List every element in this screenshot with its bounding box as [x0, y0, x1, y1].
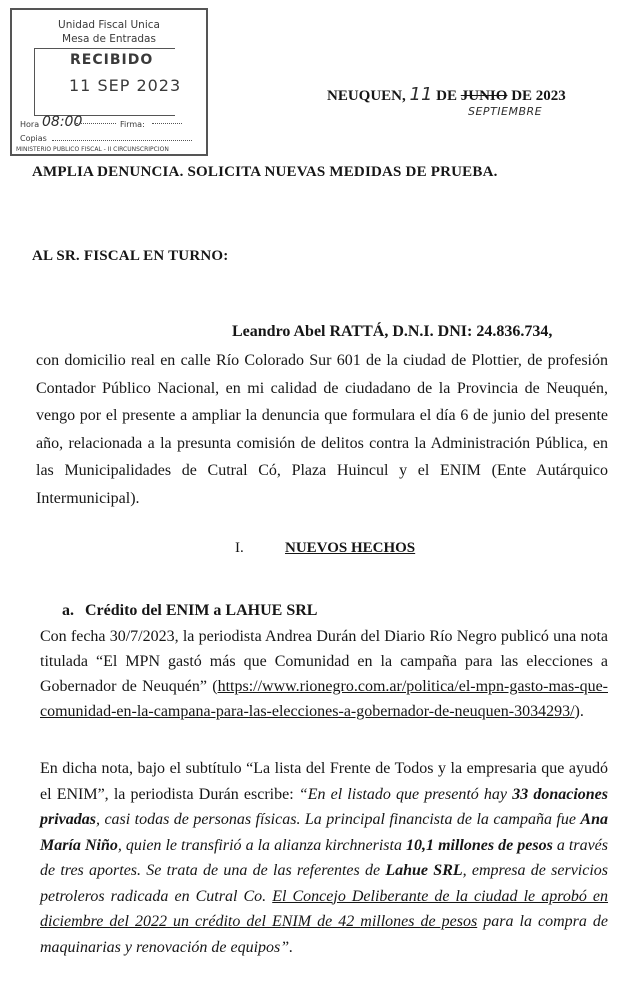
quote-part-6: para la compra de maquinarias y renovación de equipos”.: [40, 913, 608, 956]
section-title: NUEVOS HECHOS: [285, 540, 416, 556]
date-month-crossed: JUNIO: [460, 88, 508, 104]
intro-paragraph: con domicilio real en calle Río Colorado Sur 601 de la ciudad de Plottier, de profesión Contador Público Nacional, en mi calidad de ciudadano de la Provincia de Neuquén, vengo por el presente a ampliar la denuncia que formulara el día 6 de junio del presente año, relacionada a la presunta comisión de delitos contra la Administración Pública, en las Municipalidades de Cutral Có, Plaza Huincul y el ENIM (Ente Autárquico Intermunicipal).: [36, 352, 608, 507]
paragraph-article-close: ).: [574, 703, 584, 720]
stamp-firma-label: Firma:: [120, 120, 145, 129]
addressee: AL SR. FISCAL EN TURNO:: [32, 248, 229, 264]
quote-emph-donations: 33 donaciones privadas: [40, 785, 609, 828]
stamp-hora-value: 08:00: [42, 114, 83, 130]
quote-underlined-credit: El Concejo Deliberante de la ciudad le aprobó en diciembre del 2022 un crédito del ENIM de 42 millones de pesos: [40, 887, 609, 930]
date-month-handwritten: SEPTIEMBRE: [468, 105, 543, 118]
subsection-letter: a.: [62, 602, 74, 619]
stamp-footer: MINISTERIO PUBLICO FISCAL - II CIRCUNSCRIPCION: [16, 146, 169, 153]
quote-part-1: “En el listado que presentó hay: [298, 785, 513, 803]
stamp-desk: Mesa de Entradas: [62, 33, 156, 45]
document-title: AMPLIA DENUNCIA. SOLICITA NUEVAS MEDIDAS DE PRUEBA.: [32, 164, 498, 180]
quote-part-4: a través de tres aportes. Se trata de una de las referentes de: [40, 836, 609, 879]
subsection-title: Crédito del ENIM a LAHUE SRL: [85, 602, 318, 619]
paragraph-quote: [40, 756, 608, 960]
stamp-hora-line: [76, 123, 116, 124]
stamp-received: RECIBIDO: [67, 52, 156, 68]
date-city: NEUQUEN,: [327, 88, 406, 104]
date-de: DE: [436, 88, 458, 104]
stamp-copias-label: Copias: [20, 134, 47, 143]
stamp-date: 11 SEP 2023: [69, 76, 182, 95]
article-link[interactable]: https://www.rionegro.com.ar/politica/el-mpn-gasto-mas-que-comunidad-en-la-campana-para-las-elecciones-a-gobernador-de-neuquen-3034293/: [40, 678, 608, 720]
date-day: 11: [409, 84, 433, 105]
stamp-copias-line: [52, 140, 192, 141]
quote-emph-company: Lahue SRL: [385, 862, 463, 879]
stamp-office: Unidad Fiscal Unica: [58, 19, 160, 31]
document-date: [327, 84, 566, 105]
complainant-name: Leandro Abel RATTÁ, D.N.I. DNI: 24.836.734,: [232, 323, 553, 340]
paragraph-article-text: Con fecha 30/7/2023, la periodista Andrea Durán del Diario Río Negro publicó una nota titulada “El MPN gastó más que Comunidad en la campaña para las elecciones a Gobernador de Neuquén” (: [40, 628, 608, 695]
stamp-firma-line: [152, 123, 182, 124]
date-year: DE 2023: [511, 88, 566, 104]
quote-part-3: , quien le transfirió a la alianza kirchnerista: [117, 836, 407, 854]
stamp-hora-label: Hora: [20, 120, 40, 129]
quote-part-5: , empresa de servicios petroleros radicada en Cutral Co.: [40, 862, 609, 905]
quote-part-2: , casi todas de personas físicas. La principal financista de la campaña fue: [96, 811, 581, 828]
quote-emph-name: Ana María Niño: [40, 811, 608, 854]
quote-lead: En dicha nota, bajo el subtítulo “La lista del Frente de Todos y la empresaria que ayudó el ENIM”, la periodista Durán escribe:: [40, 760, 608, 803]
reception-stamp: [10, 8, 208, 156]
quote-emph-amount: 10,1 millones de pesos: [406, 836, 553, 854]
section-number: I.: [235, 540, 244, 556]
paragraph-article: [40, 624, 608, 724]
